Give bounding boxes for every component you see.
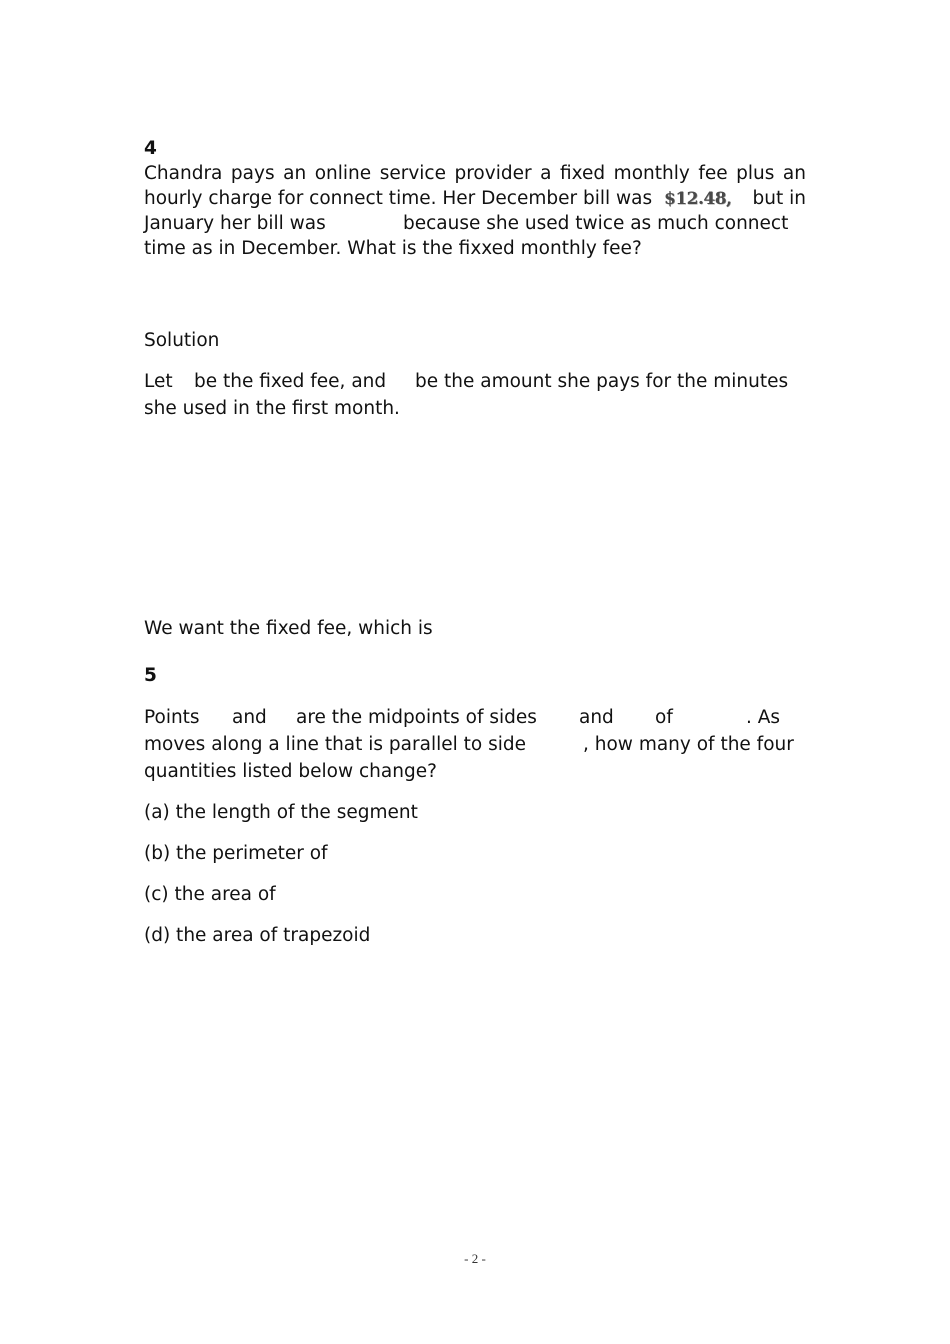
option-a: (a) the length of the segment — [144, 802, 418, 823]
option-d: (d) the area of trapezoid — [144, 925, 371, 946]
problem-5-word-midpoints: are the midpoints of sides — [296, 707, 537, 728]
option-b: (b) the perimeter of — [144, 843, 328, 864]
problem-4-line-3-pre: January her bill was — [144, 213, 326, 234]
problem-4-line-1: Chandra pays an online service provider a fixed monthly fee plus an — [144, 163, 806, 184]
solution-part-1: be the fixed fee, and — [194, 371, 387, 392]
problem-5-word-as: . As — [746, 707, 781, 728]
solution-line-2: she used in the first month. — [144, 398, 400, 419]
solution-let: Let — [144, 371, 173, 392]
problem-4-number: 4 — [144, 138, 157, 159]
problem-4-line-2-post: but in — [752, 188, 806, 209]
problem-5-word-and-2: and — [579, 707, 614, 728]
december-bill-amount: $12.48, — [664, 189, 732, 209]
solution-heading: Solution — [144, 330, 220, 351]
problem-5-number: 5 — [144, 665, 157, 686]
problem-4-line-2 — [144, 186, 806, 212]
problem-4-line-4: time as in December. What is the fixxed monthly fee? — [144, 238, 642, 259]
problem-5-line-2-post: , how many of the four — [583, 734, 794, 755]
problem-5-line-2-pre: moves along a line that is parallel to side — [144, 734, 526, 755]
option-c: (c) the area of — [144, 884, 276, 905]
problem-4-line-2-pre: hourly charge for connect time. Her December bill was — [144, 188, 653, 209]
problem-5-line-3: quantities listed below change? — [144, 761, 437, 782]
problem-4-line-3-post: because she used twice as much connect — [403, 213, 789, 234]
problem-5-word-of: of — [655, 707, 673, 728]
problem-5-word-points: Points — [144, 707, 200, 728]
solution-part-2: be the amount she pays for the minutes — [415, 371, 789, 392]
problem-5-word-and-1: and — [232, 707, 267, 728]
page-number: - 2 - — [464, 1251, 486, 1266]
solution-conclusion: We want the fixed fee, which is — [144, 618, 433, 639]
